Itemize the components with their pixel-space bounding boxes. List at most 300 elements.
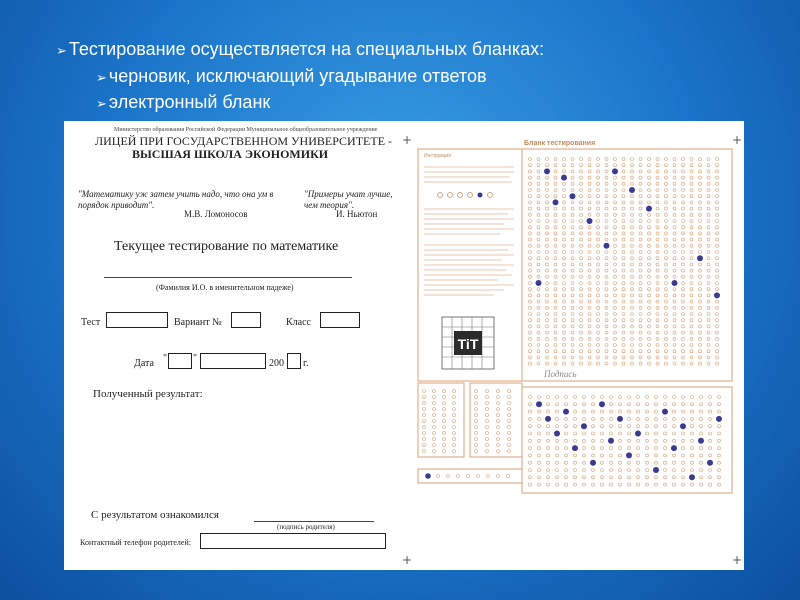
empty-bubble [546, 282, 549, 285]
empty-bubble [580, 176, 583, 179]
empty-bubble [648, 275, 651, 278]
empty-bubble [580, 182, 583, 185]
empty-bubble [700, 454, 703, 457]
empty-bubble [648, 263, 651, 266]
empty-bubble [656, 189, 659, 192]
empty-bubble [656, 220, 659, 223]
empty-bubble [529, 476, 532, 479]
empty-bubble [605, 356, 608, 359]
empty-bubble [690, 176, 693, 179]
school-name: ЛИЦЕЙ ПРИ ГОСУДАРСТВЕННОМ УНИВЕРСИТЕТЕ - [95, 134, 393, 148]
empty-bubble [665, 195, 668, 198]
empty-bubble [565, 403, 568, 406]
empty-bubble [628, 417, 631, 420]
empty-bubble [563, 313, 566, 316]
empty-bubble [605, 257, 608, 260]
empty-bubble [433, 438, 436, 441]
empty-bubble [707, 213, 710, 216]
empty-bubble [614, 344, 617, 347]
empty-bubble [588, 226, 591, 229]
empty-bubble [538, 425, 541, 428]
empty-bubble [597, 226, 600, 229]
empty-bubble [588, 319, 591, 322]
empty-bubble [665, 251, 668, 254]
empty-bubble [628, 469, 631, 472]
empty-bubble [619, 461, 622, 464]
filled-bubble [716, 416, 722, 422]
empty-bubble [707, 226, 710, 229]
empty-bubble [665, 288, 668, 291]
empty-bubble [673, 461, 676, 464]
empty-bubble [707, 251, 710, 254]
empty-bubble [605, 362, 608, 365]
empty-bubble [556, 476, 559, 479]
empty-bubble [699, 251, 702, 254]
empty-bubble [699, 213, 702, 216]
filled-bubble [698, 438, 704, 444]
empty-bubble [580, 306, 583, 309]
empty-bubble [699, 226, 702, 229]
empty-bubble [682, 294, 685, 297]
empty-bubble [583, 403, 586, 406]
empty-bubble [556, 447, 559, 450]
empty-bubble [648, 350, 651, 353]
empty-bubble [453, 444, 456, 447]
empty-bubble [508, 408, 511, 411]
empty-bubble [538, 476, 541, 479]
empty-bubble [665, 362, 668, 365]
empty-bubble [690, 263, 693, 266]
empty-bubble [588, 356, 591, 359]
empty-bubble [716, 275, 719, 278]
empty-bubble [690, 164, 693, 167]
empty-bubble [707, 182, 710, 185]
empty-bubble [508, 444, 511, 447]
empty-bubble [497, 444, 500, 447]
empty-bubble [655, 461, 658, 464]
empty-bubble [546, 189, 549, 192]
empty-bubble [622, 238, 625, 241]
empty-bubble [656, 350, 659, 353]
empty-bubble [673, 425, 676, 428]
empty-bubble [682, 201, 685, 204]
variant-field[interactable] [231, 312, 261, 328]
empty-bubble [433, 450, 436, 453]
empty-bubble [497, 432, 500, 435]
empty-bubble [690, 294, 693, 297]
empty-bubble [588, 300, 591, 303]
empty-bubble [656, 238, 659, 241]
empty-bubble [592, 396, 595, 399]
empty-bubble [707, 313, 710, 316]
empty-bubble [682, 476, 685, 479]
empty-bubble [508, 420, 511, 423]
empty-bubble [580, 158, 583, 161]
empty-bubble [547, 410, 550, 413]
empty-bubble [605, 350, 608, 353]
empty-bubble [699, 356, 702, 359]
instruction-text-lines [424, 167, 514, 295]
empty-bubble [529, 325, 532, 328]
answer-sheet-graphic [404, 121, 744, 570]
empty-bubble [631, 356, 634, 359]
empty-bubble [699, 362, 702, 365]
empty-bubble [563, 300, 566, 303]
empty-bubble [433, 432, 436, 435]
empty-bubble [699, 182, 702, 185]
empty-bubble [546, 164, 549, 167]
parent-phone-field[interactable] [200, 533, 386, 549]
empty-bubble [707, 269, 710, 272]
empty-bubble [716, 300, 719, 303]
empty-bubble [597, 331, 600, 334]
empty-bubble [529, 403, 532, 406]
empty-bubble [433, 444, 436, 447]
empty-bubble [707, 356, 710, 359]
empty-bubble [614, 189, 617, 192]
empty-bubble [673, 362, 676, 365]
empty-bubble [673, 158, 676, 161]
empty-bubble [709, 410, 712, 413]
empty-bubble [716, 158, 719, 161]
empty-bubble [475, 450, 478, 453]
empty-bubble [547, 396, 550, 399]
empty-bubble [639, 213, 642, 216]
empty-bubble [574, 403, 577, 406]
empty-bubble [648, 189, 651, 192]
empty-bubble [546, 269, 549, 272]
empty-bubble [486, 438, 489, 441]
empty-bubble [673, 300, 676, 303]
empty-bubble [554, 300, 557, 303]
empty-bubble [682, 207, 685, 210]
empty-bubble [554, 282, 557, 285]
empty-bubble [690, 201, 693, 204]
parent-phone-label: Контактный телефон родителей: [80, 538, 191, 547]
empty-bubble [538, 410, 541, 413]
empty-bubble [707, 164, 710, 167]
empty-bubble [690, 269, 693, 272]
empty-bubble [631, 282, 634, 285]
class-field[interactable] [320, 312, 360, 328]
empty-bubble [682, 176, 685, 179]
empty-bubble [486, 426, 489, 429]
empty-bubble [614, 319, 617, 322]
empty-bubble [646, 447, 649, 450]
empty-bubble [597, 313, 600, 316]
empty-bubble [656, 362, 659, 365]
empty-bubble [605, 275, 608, 278]
empty-bubble [475, 432, 478, 435]
empty-bubble [622, 313, 625, 316]
empty-bubble [554, 195, 557, 198]
test-field[interactable] [106, 312, 168, 328]
empty-bubble [622, 275, 625, 278]
empty-bubble [665, 220, 668, 223]
empty-bubble [648, 170, 651, 173]
empty-bubble [628, 425, 631, 428]
empty-bubble [423, 408, 426, 411]
empty-bubble [554, 170, 557, 173]
empty-bubble [631, 207, 634, 210]
empty-bubble [529, 294, 532, 297]
empty-bubble [614, 164, 617, 167]
empty-bubble [631, 244, 634, 247]
empty-bubble [443, 438, 446, 441]
empty-bubble [709, 476, 712, 479]
empty-bubble [628, 439, 631, 442]
empty-bubble [546, 213, 549, 216]
author-lomonosov: М.В. Ломоносов [184, 209, 248, 219]
empty-bubble [597, 263, 600, 266]
empty-bubble [605, 269, 608, 272]
empty-bubble [619, 410, 622, 413]
empty-bubble [537, 288, 540, 291]
filled-bubble [680, 423, 686, 429]
empty-bubble [637, 461, 640, 464]
empty-bubble [563, 213, 566, 216]
empty-bubble [563, 220, 566, 223]
empty-bubble [614, 263, 617, 266]
empty-bubble [665, 350, 668, 353]
empty-bubble [690, 306, 693, 309]
date-month-field[interactable] [200, 353, 266, 369]
empty-bubble [554, 325, 557, 328]
year-prefix: 200 [269, 358, 284, 369]
empty-bubble [529, 469, 532, 472]
empty-bubble [631, 275, 634, 278]
empty-bubble [546, 251, 549, 254]
empty-bubble [597, 337, 600, 340]
empty-bubble [622, 331, 625, 334]
empty-bubble [631, 158, 634, 161]
empty-bubble [682, 213, 685, 216]
empty-bubble [605, 300, 608, 303]
empty-bubble [665, 238, 668, 241]
empty-bubble [665, 189, 668, 192]
empty-bubble [574, 396, 577, 399]
empty-bubble [631, 331, 634, 334]
empty-bubble [605, 232, 608, 235]
empty-bubble [529, 232, 532, 235]
lower-bubble-grid [423, 390, 511, 453]
empty-bubble [597, 238, 600, 241]
empty-bubble [699, 282, 702, 285]
empty-bubble [699, 319, 702, 322]
empty-bubble [529, 337, 532, 340]
empty-bubble [574, 461, 577, 464]
empty-bubble [571, 170, 574, 173]
empty-bubble [580, 201, 583, 204]
empty-bubble [610, 476, 613, 479]
empty-bubble [646, 439, 649, 442]
empty-bubble [637, 454, 640, 457]
empty-bubble [665, 170, 668, 173]
empty-bubble [574, 417, 577, 420]
empty-bubble [664, 425, 667, 428]
empty-bubble [639, 331, 642, 334]
empty-bubble [529, 170, 532, 173]
empty-bubble [655, 403, 658, 406]
empty-bubble [648, 232, 651, 235]
empty-bubble [648, 238, 651, 241]
empty-bubble [537, 164, 540, 167]
empty-bubble [718, 403, 721, 406]
empty-bubble [601, 469, 604, 472]
filled-bubble [714, 292, 720, 298]
empty-bubble [565, 454, 568, 457]
empty-bubble [631, 344, 634, 347]
empty-bubble [673, 182, 676, 185]
class-label: Класс [286, 317, 311, 328]
empty-bubble [614, 356, 617, 359]
empty-bubble [614, 201, 617, 204]
empty-bubble [588, 238, 591, 241]
empty-bubble [682, 189, 685, 192]
empty-bubble [556, 439, 559, 442]
empty-bubble [664, 476, 667, 479]
empty-bubble [637, 439, 640, 442]
empty-bubble [646, 410, 649, 413]
empty-bubble [563, 269, 566, 272]
empty-bubble [648, 164, 651, 167]
empty-bubble [423, 420, 426, 423]
empty-bubble [614, 350, 617, 353]
empty-bubble [691, 417, 694, 420]
empty-bubble [588, 306, 591, 309]
empty-bubble [563, 344, 566, 347]
empty-bubble [716, 356, 719, 359]
filled-bubble [635, 431, 641, 437]
empty-bubble [656, 213, 659, 216]
empty-bubble [588, 158, 591, 161]
empty-bubble [537, 269, 540, 272]
empty-bubble [673, 257, 676, 260]
empty-bubble [565, 476, 568, 479]
empty-bubble [529, 244, 532, 247]
empty-bubble [682, 356, 685, 359]
empty-bubble [673, 195, 676, 198]
empty-bubble [563, 182, 566, 185]
empty-bubble [588, 275, 591, 278]
empty-bubble [707, 158, 710, 161]
empty-bubble [563, 362, 566, 365]
empty-bubble [580, 300, 583, 303]
empty-bubble [497, 475, 500, 478]
empty-bubble [563, 356, 566, 359]
empty-bubble [656, 294, 659, 297]
empty-bubble [673, 306, 676, 309]
empty-bubble [691, 447, 694, 450]
empty-bubble [707, 207, 710, 210]
empty-bubble [453, 396, 456, 399]
bullet-main [56, 38, 544, 62]
form-title: Текущее тестирование по математике [114, 239, 339, 254]
empty-bubble [554, 226, 557, 229]
empty-bubble [700, 432, 703, 435]
empty-bubble [529, 425, 532, 428]
acknowledged-label: С результатом ознакомился [91, 509, 219, 521]
empty-bubble [648, 344, 651, 347]
empty-bubble [664, 432, 667, 435]
empty-bubble [588, 176, 591, 179]
date-year-field[interactable] [287, 353, 301, 369]
empty-bubble [571, 238, 574, 241]
empty-bubble [656, 282, 659, 285]
empty-bubble [592, 432, 595, 435]
empty-bubble [571, 182, 574, 185]
empty-bubble [691, 410, 694, 413]
empty-bubble [682, 263, 685, 266]
empty-bubble [673, 417, 676, 420]
empty-bubble [665, 201, 668, 204]
empty-bubble [716, 226, 719, 229]
empty-bubble [716, 207, 719, 210]
empty-bubble [707, 300, 710, 303]
empty-bubble [605, 313, 608, 316]
empty-bubble [588, 213, 591, 216]
empty-bubble [601, 476, 604, 479]
empty-bubble [423, 402, 426, 405]
empty-bubble [605, 288, 608, 291]
empty-bubble [648, 282, 651, 285]
empty-bubble [709, 403, 712, 406]
empty-bubble [554, 176, 557, 179]
empty-bubble [433, 402, 436, 405]
empty-bubble [690, 238, 693, 241]
empty-bubble [588, 232, 591, 235]
empty-bubble [622, 189, 625, 192]
empty-bubble [529, 432, 532, 435]
empty-bubble [707, 325, 710, 328]
empty-bubble [716, 306, 719, 309]
empty-bubble [656, 306, 659, 309]
empty-bubble [656, 257, 659, 260]
empty-bubble [622, 232, 625, 235]
empty-bubble [453, 408, 456, 411]
empty-bubble [475, 390, 478, 393]
empty-bubble [583, 439, 586, 442]
empty-bubble [648, 213, 651, 216]
empty-bubble [597, 251, 600, 254]
empty-bubble [682, 288, 685, 291]
empty-bubble [707, 201, 710, 204]
empty-bubble [699, 325, 702, 328]
empty-bubble [716, 220, 719, 223]
empty-bubble [507, 475, 510, 478]
empty-bubble [673, 213, 676, 216]
empty-bubble [453, 420, 456, 423]
empty-bubble [614, 220, 617, 223]
empty-bubble [682, 432, 685, 435]
empty-bubble [546, 288, 549, 291]
empty-bubble [700, 461, 703, 464]
empty-bubble [538, 461, 541, 464]
empty-bubble [673, 350, 676, 353]
empty-bubble [546, 257, 549, 260]
empty-bubble [664, 469, 667, 472]
empty-bubble [665, 226, 668, 229]
empty-bubble [529, 439, 532, 442]
empty-bubble [673, 313, 676, 316]
empty-bubble [707, 232, 710, 235]
empty-bubble [597, 244, 600, 247]
empty-bubble [622, 344, 625, 347]
empty-bubble [605, 226, 608, 229]
empty-bubble [699, 263, 702, 266]
empty-bubble [707, 244, 710, 247]
date-day-field[interactable] [168, 353, 192, 369]
